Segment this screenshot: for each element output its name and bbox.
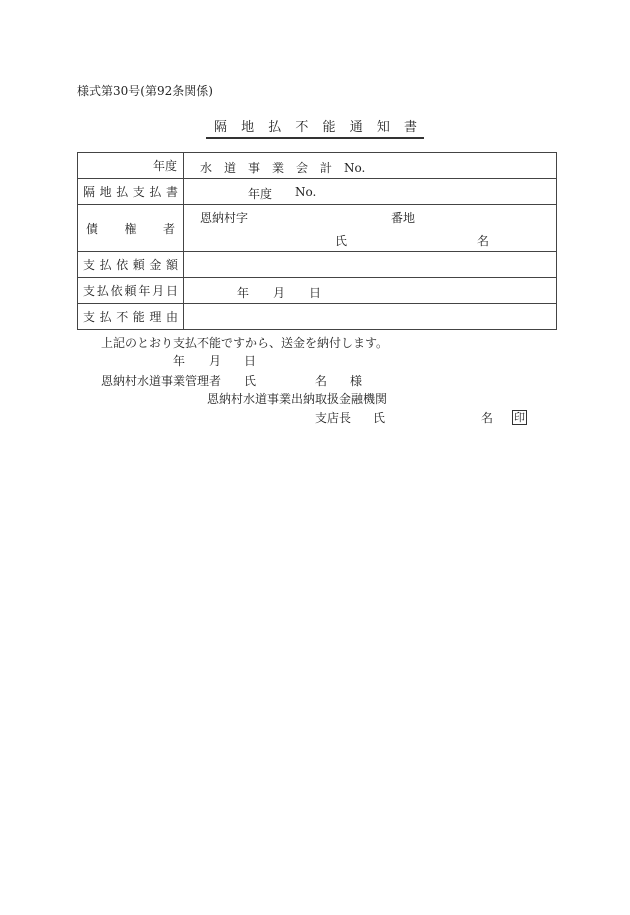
bank-branch: 支店長: [315, 411, 352, 425]
date-day: 日: [244, 354, 257, 368]
water-account-text: 水 道 事 業 会 計 No.: [200, 161, 366, 175]
notice-text: 上記のとおり支払不能ですから、送金を納付します。: [101, 336, 389, 350]
form-number: 様式第30号(第92条関係): [77, 84, 213, 98]
payment-order-year: 年度: [248, 187, 273, 201]
notice-table: [77, 152, 557, 330]
creditor-address: 恩納村字: [200, 211, 249, 225]
seal-text: 印: [514, 411, 525, 424]
label-year: 年度: [78, 153, 184, 179]
title-text: 隔 地 払 不 能 通 知 書: [206, 121, 424, 139]
row-reason: [78, 304, 557, 330]
manager-shi: 氏: [244, 374, 257, 388]
bank-name: 恩納村水道事業出納取扱金融機関: [207, 392, 388, 406]
bank-mei: 名: [481, 411, 494, 425]
cell-reason: [184, 304, 557, 330]
label-reason: 支払不能理由: [78, 304, 184, 330]
creditor-mei: 名: [477, 234, 490, 248]
request-year: 年: [237, 286, 250, 300]
manager-mei: 名: [315, 374, 328, 388]
label-creditor: 債 権 者: [78, 205, 184, 252]
date-year: 年: [173, 354, 186, 368]
row-payment-order: [78, 179, 557, 205]
request-day: 日: [309, 286, 322, 300]
cell-payment-order: [184, 179, 557, 205]
request-month: 月: [273, 286, 286, 300]
label-request-date: 支払依頼年月日: [78, 278, 184, 304]
creditor-banchi: 番地: [391, 211, 416, 225]
manager-sama: 様: [350, 374, 363, 388]
manager-title: 恩納村水道事業管理者: [101, 374, 222, 388]
cell-request-date: [184, 278, 557, 304]
payment-order-no: No.: [295, 185, 317, 199]
cell-water-account: [184, 153, 557, 179]
document-title: [0, 121, 630, 139]
cell-creditor: [184, 205, 557, 252]
row-fiscal-year: [78, 153, 557, 179]
label-amount: 支払依頼金額: [78, 252, 184, 278]
bank-shi: 氏: [373, 411, 386, 425]
date-month: 月: [209, 354, 222, 368]
row-request-date: [78, 278, 557, 304]
cell-amount: [184, 252, 557, 278]
creditor-shi: 氏: [335, 234, 348, 248]
seal-mark: [512, 410, 527, 425]
row-amount: [78, 252, 557, 278]
row-creditor: [78, 205, 557, 252]
label-payment-order: 隔地払支払書: [78, 179, 184, 205]
